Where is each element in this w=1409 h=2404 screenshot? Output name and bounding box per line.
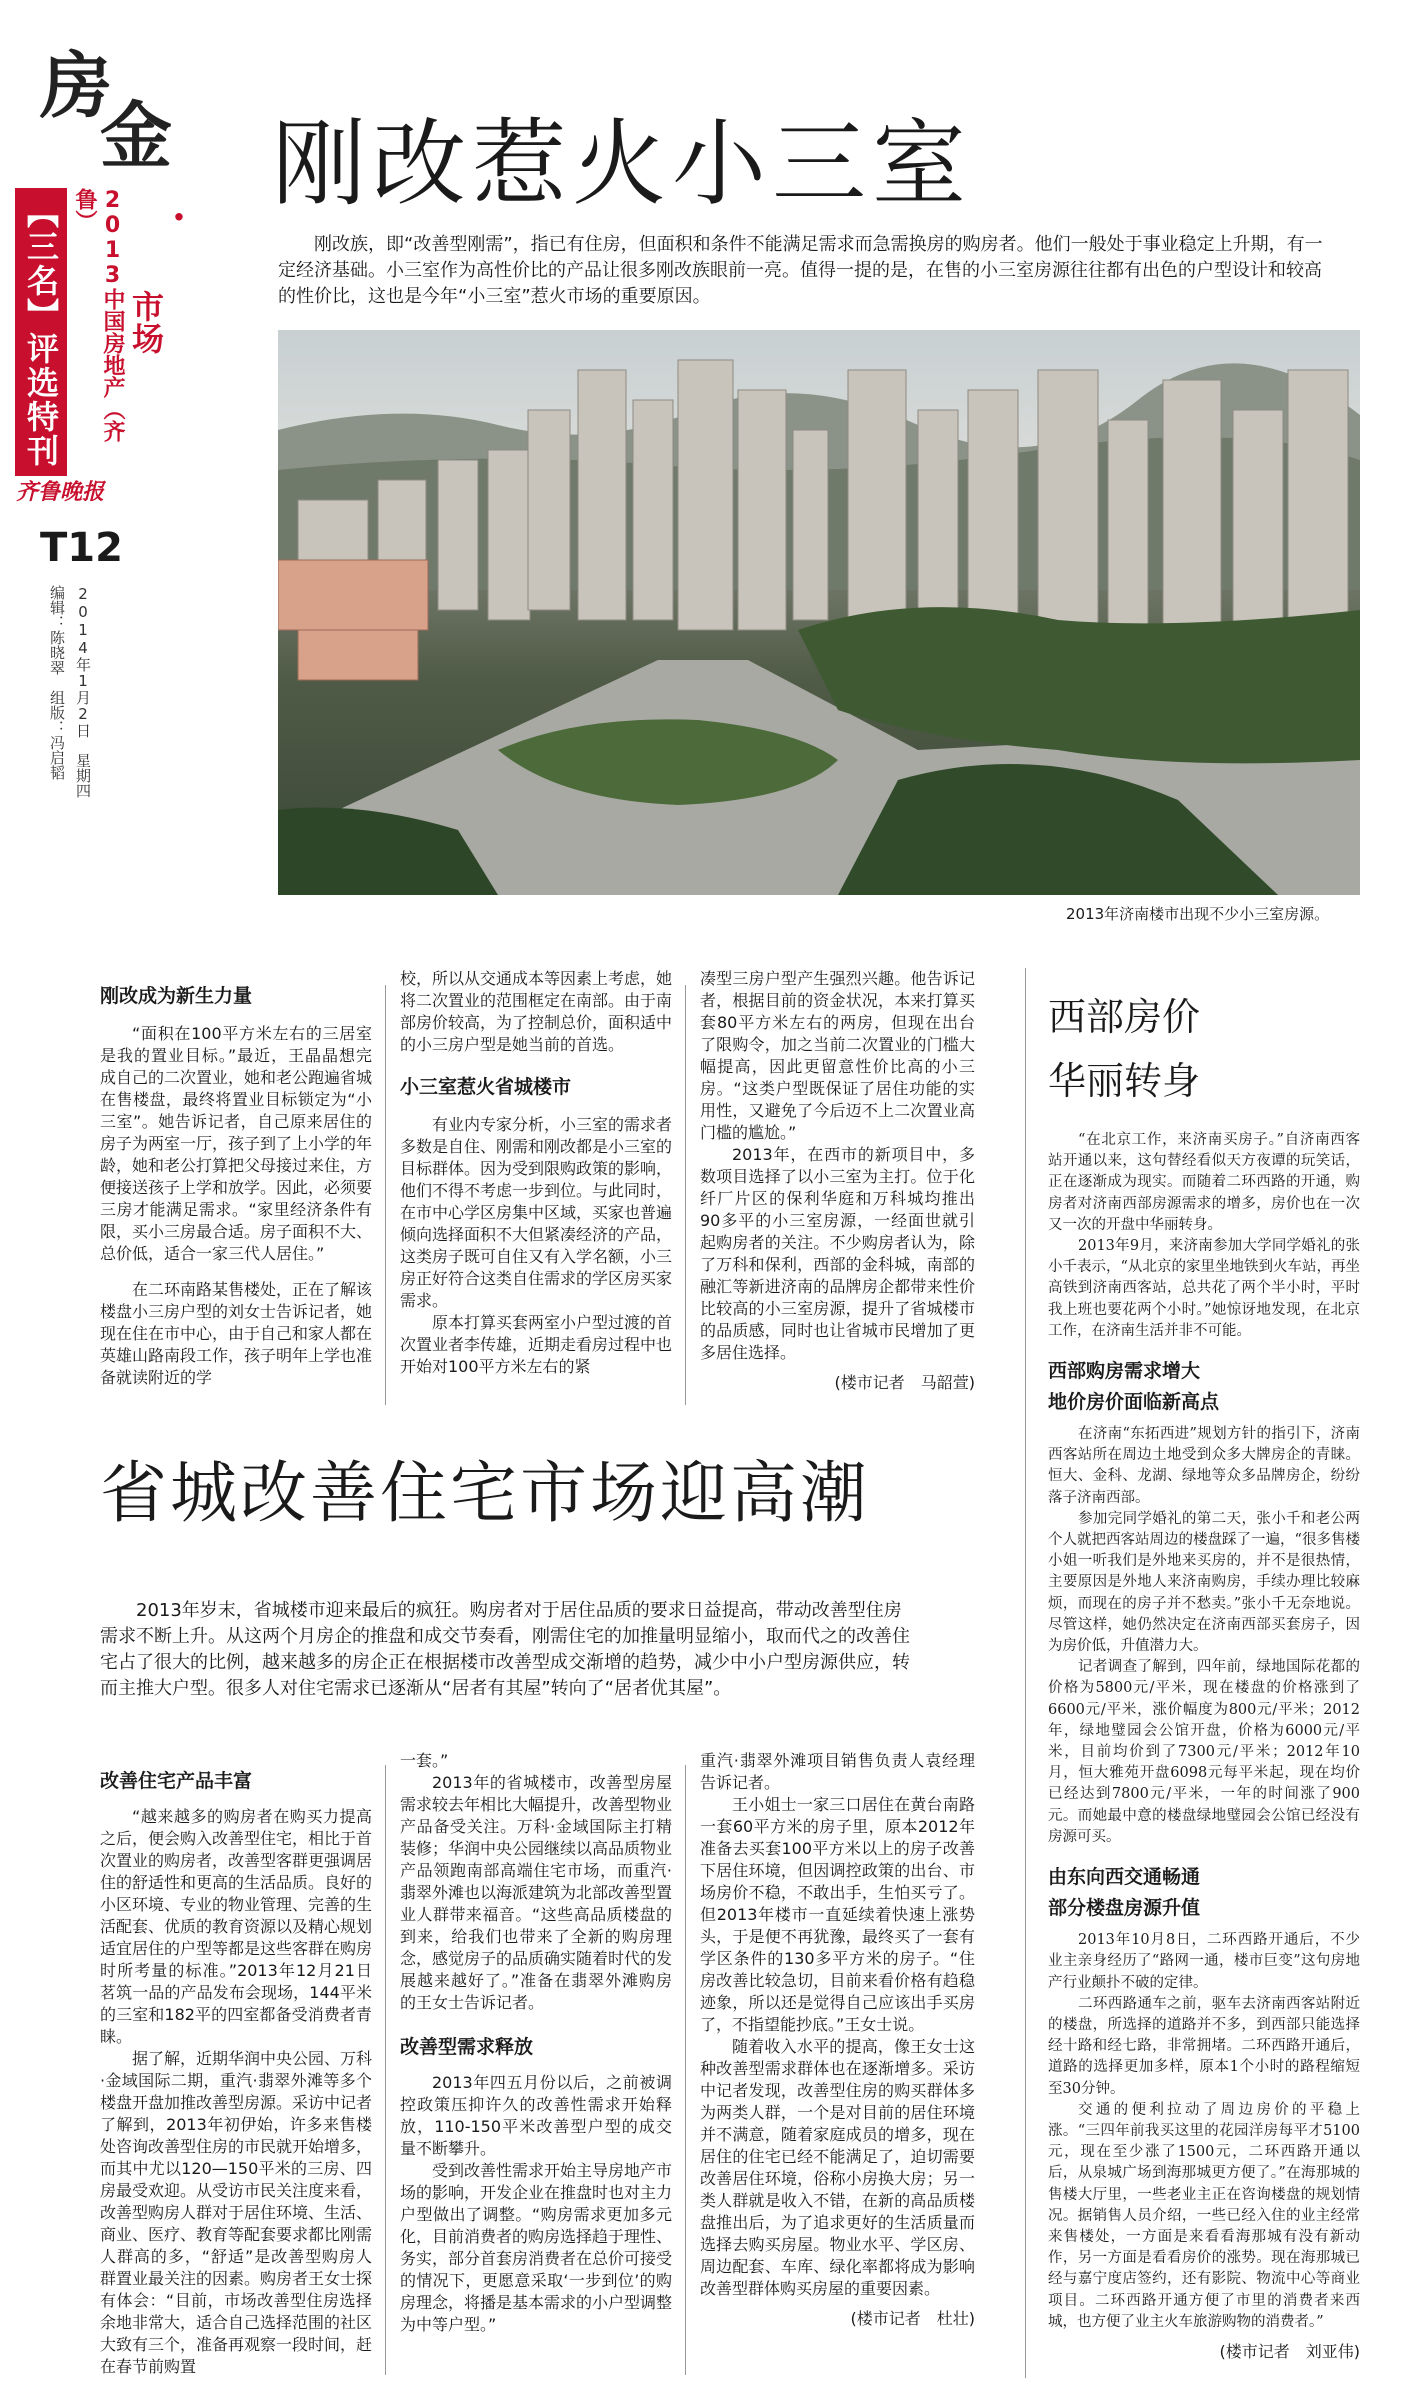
article1-paragraph: 凑型三房户型产生强烈兴趣。他告诉记者，根据目前的资金状况，本来打算买套80平方米左右的两房，但现在出台了限购令，加之当前二次置业的门槛大幅提高，因此更留意性价比高的小三房。“这类户型既保证了居住功能的实用性，又避免了今后迈不上二次置业高门槛的尴尬。” xyxy=(700,969,975,1142)
article1-paragraph: 2013年，在西市的新项目中，多数项目选择了以小三室为主打。位于化纤厂片区的保利华庭和万科城均推出90多平的小三室房源，一经面世就引起购房者的关注。不少购房者认为，除了万科和保利，西部的金科城，南部的融汇等新进济南的品牌房企都带来性价比较高的小三室房源，提升了省城楼市的品质感，同时也让省城市民增加了更多居住选择。 xyxy=(700,1145,975,1362)
article3-paragraph: 二环西路通车之前，驱车去济南西客站附近的楼盘，所选择的道路并不多，到西部只能选择经十路和经七路，非常拥堵。二环西路开通后，道路的选择更加多样，原本1个小时的路程缩短至30分钟。 xyxy=(1048,1995,1360,2097)
column-rule xyxy=(685,1765,686,2375)
article2-paragraph: 受到改善性需求开始主导房地产市场的影响，开发企业在推盘时也对主力户型做出了调整。“购房需求更加多元化，目前消费者的购房选择趋于理性、务实，部分首套房消费者在总价可接受的情况下，更愿意采取‘一步到位’的购房理念，将播是基本需求的小户型调整为中等户型。” xyxy=(400,2161,673,2334)
article3-paragraph: 交通的便利拉动了周边房价的平稳上涨。“三四年前我买这里的花园洋房每平才5100元，现在至少涨了1500元，二环西路开通以后，从泉城广场到海那城更方便了。”在海那城的售楼大厅里，一些老业主正在咨询楼盘的规划情况。据销售人员介绍，一些已经入住的业主经常来售楼处，一方面是来看看海那城有没有新动作，另一方面是看看房价的涨势。现在海那城已经与嘉宁度店签约，还有影院、物流中心等商业项目。二环西路开通方便了市里的消费者来西城，也方便了业主火车旅游购物的消费者。” xyxy=(1048,2101,1360,2330)
calligraphy-glyph-2: 金 xyxy=(100,93,173,178)
article3-headline-line-2: 华丽转身 xyxy=(1048,1059,1201,1103)
article1-paragraph: “面积在100平方米左右的三居室是我的置业目标。”最近，王晶晶想完成自己的二次置业，她和老公跑遍省城在售楼盘，最终将置业目标锁定为“小三室”。她告诉记者，自己原来居住的房子为两室一厅，孩子到了上小学的年龄，她和老公打算把父母接过来住，方便接送孩子上学和放学。因此，必须要三房才能满足需求。“家里经济条件有限，买小三房最合适。房子面积不大、总价低，适合一家三代人居住。” xyxy=(100,1024,373,1263)
calligraphy-dot: · xyxy=(172,194,186,241)
article1-subhead-2: 小三室惹火省城楼市 xyxy=(400,1076,572,1098)
article1-headline: 刚改惹火小三室 xyxy=(272,110,973,219)
issue-date: 2014年1月2日 星期四 xyxy=(74,585,92,798)
article2-paragraph: 重汽·翡翠外滩项目销售负责人袁经理告诉记者。 xyxy=(700,1751,975,1792)
article1-column-1 xyxy=(100,985,372,1389)
article2-column-3 xyxy=(700,1750,975,2330)
article3-headline xyxy=(1048,985,1200,1113)
article1-subhead-1: 刚改成为新生力量 xyxy=(100,985,253,1007)
article3-byline: (楼市记者 刘亚伟) xyxy=(1219,2341,1360,2361)
column-rule xyxy=(685,985,686,1405)
article3-subhead-1 xyxy=(1048,1356,1360,1418)
article2-paragraph: 据了解，近期华润中央公园、万科·金域国际二期，重汽·翡翠外滩等多个楼盘开盘加推改善型房源。采访中记者了解到，2013年初伊始，许多来售楼处咨询改善型住房的市民就开始增多，而其中尤以120—150平米的三房、四房最受欢迎。从受访市民关注度来看，改善型购房人群对于居住环境、生活、商业、医疗、教育等配套要求都比刚需人群高的多，“舒适”是改善型购房人群置业最关注的因素。购房者王女士探有体会：“目前，市场改善型住房选择余地非常大，适合自己选择范围的社区大致有三个，准备再观察一段时间，赶在春节前购置 xyxy=(100,2049,373,2376)
award-subtitle-text: 2013中国房地产（齐鲁） xyxy=(72,188,125,442)
article3-subhead-2-line-2: 部分楼盘房源升值 xyxy=(1048,1897,1201,1920)
photo-caption: 2013年济南楼市出现不少小三室房源。 xyxy=(1066,905,1330,923)
article2-paragraph: “越来越多的购房者在购买力提高之后，便会购入改善型住宅，相比于首次置业的购房者，改善型客群更强调居住的舒适性和更高的生活品质。良好的小区环境、专业的物业管理、完善的生活配套、优质的教育资源以及精心规划适宜居住的户型等都是这些客群在购房时所考量的标准。”2013年12月21日茗筑一品的产品发布会现场，144平米的三室和182平的四室都备受消费者青睐。 xyxy=(100,1807,373,2046)
article2-byline: (楼市记者 杜壮) xyxy=(850,2309,975,2328)
article3-subhead-1-line-1: 西部购房需求增大 xyxy=(1048,1360,1201,1383)
article3-body xyxy=(1048,1130,1360,2362)
article2-paragraph: 2013年四五月份以后，之前被调控政策压抑许久的改善性需求开始释放，110-150平米改善型户型的成交量不断攀升。 xyxy=(400,2073,672,2158)
section-market-text: 市场 xyxy=(127,290,165,354)
city-residential-photo xyxy=(278,330,1360,895)
article3-paragraph: 2013年10月8日，二环西路开通后，不少业主亲身经历了“路网一通，楼市巨变”这句房地产行业颠扑不破的定律。 xyxy=(1048,1932,1360,1991)
article1-lead: 刚改族，即“改善型刚需”，指已有住房，但面积和条件不能满足需求而急需换房的购房者。他们一般处于事业稳定上升期，有一定经济基础。小三室作为高性价比的产品让很多刚改族眼前一亮。值得一提的是，在售的小三室房源往往都有出色的户型设计和较高的性价比，这也是今年“小三室”惹火市场的重要原因。 xyxy=(278,234,1323,307)
section-rule xyxy=(1025,968,1026,2378)
article1-column-3 xyxy=(700,968,975,1394)
section-market xyxy=(128,290,164,400)
article3-paragraph: 参加完同学婚礼的第二天，张小千和老公两个人就把西客站周边的楼盘踩了一遍，“很多售楼小姐一听我们是外地来买房的，并不是很热情，主要原因是外地人来济南购房，手续办理比较麻烦，而现在的房子并不愁卖。”张小千无奈地说。尽管这样，她仍然决定在济南西部买套房子，因为房价低，升值潜力大。 xyxy=(1048,1510,1360,1655)
article2-paragraph: 随着收入水平的提高，像王女士这种改善型需求群体也在逐渐增多。采访中记者发现，改善型住房的购买群体多为两类人群，一个是对目前的居住环境并不满意，随着家庭成员的增多，现在居住的住宅已经不能满足了，迫切需要改善居住环境，俗称小房换大房；另一类人群就是收入不错，在新的高品质楼盘推出后，为了追求更好的生活质量而选择去购买房屋。物业水平、学区房、周边配套、车库、绿化率都将成为影响改善型群体购买房屋的重要因素。 xyxy=(700,2037,975,2298)
column-rule xyxy=(385,1765,386,2375)
article2-column-2 xyxy=(400,1750,672,2336)
article1-paragraph: 原本打算买套两室小户型过渡的首次置业者李传雄，近期走看房过程中也开始对100平方米左右的紧 xyxy=(400,1313,673,1376)
article2-column-1 xyxy=(100,1770,372,2378)
article2-paragraph: 王小姐士一家三口居住在黄台南路一套60平方米的房子里，原本2012年准备去买套100平方米以上的房子改善下居住环境，但因调控政策的出台、市场房价不稳，不敢出手，生怕买亏了。但2013年楼市一直延续着快速上涨势头，于是便不再犹豫，最终买了一套有学区条件的130多平方米的房子。“住房改善比较急切，目前来看价格有趋稳迹象，所以还是觉得自己应该出手买房了，不指望能抄底。”王女士说。 xyxy=(700,1795,975,2034)
article1-paragraph: 在二环南路某售楼处，正在了解该楼盘小三房户型的刘女士告诉记者，她现在住在市中心，由于自己和家人都在英雄山路南段工作，孩子明年上学也准备就读附近的学 xyxy=(100,1280,373,1387)
article3-subhead-2-line-1: 由东向西交通畅通 xyxy=(1048,1866,1201,1889)
column-rule xyxy=(385,985,386,1405)
article1-column-2 xyxy=(400,968,672,1378)
article3-subhead-1-line-2: 地价房价面临新高点 xyxy=(1048,1391,1220,1414)
article2-subhead-2: 改善型需求释放 xyxy=(400,2036,534,2058)
article2-lead: 2013年岁末，省城楼市迎来最后的疯狂。购房者对于居住品质的要求日益提高，带动改善型住房需求不断上升。从这两个月房企的推盘和成交节奏看，刚需住宅的加推量明显缩小，取而代之的改善住宅占了很大的比例，越来越多的房企正在根据楼市改善型成交渐增的趋势，减少中小户型房源供应，转而主推大户型。很多人对住宅需求已逐渐从“居者有其屋”转向了“居者优其屋”。 xyxy=(100,1600,910,1699)
award-subtitle xyxy=(70,188,125,468)
article3-subhead-2 xyxy=(1048,1862,1360,1924)
article1-byline: (楼市记者 马韶萱) xyxy=(834,1373,975,1392)
article3-paragraph: 记者调查了解到，四年前，绿地国际花都的价格为5800元/平米，现在楼盘的价格涨到了6600元/平米，涨价幅度为800元/平米；2012年，绿地璧园会公馆开盘，价格为6000元/平米，目前均价到了7300元/平米；2012年10月，恒大雅苑开盘6098元每平米起，现在均价已经达到7800元/平米，一年的时间涨了900元。而她最中意的楼盘绿地璧园会公馆已经没有房源可买。 xyxy=(1048,1659,1360,1845)
article2-paragraph: 一套。” xyxy=(400,1751,449,1770)
article2-subhead-1: 改善住宅产品丰富 xyxy=(100,1770,253,1792)
article1-paragraph: 有业内专家分析，小三室的需求者多数是自住、刚需和刚改都是小三室的目标群体。因为受到限购政策的影响，他们不得不考虑一步到位。与此同时，在市中心学区房集中区域，买家也普遍倾向选择面积不大但紧凑经济的产品，这类房子既可自住又有入学名额，小三房正好符合这类自住需求的学区房买家需求。 xyxy=(400,1115,673,1310)
article3-paragraph: “在北京工作，来济南买房子。”自济南西客站开通以来，这句替经看似天方夜谭的玩笑话，正在逐渐成为现实。而随着二环西路的开通，购房者对济南西部房源需求的增多，房价也在一次又一次的开盘中华丽转身。 xyxy=(1048,1132,1360,1233)
article3-paragraph: 2013年9月，来济南参加大学同学婚礼的张小千表示，“从北京的家里坐地铁到火车站，再坐高铁到济南西客站，总共花了两个半小时，平时我上班也要花两个小时。”她惊讶地发现，在北京工作，在济南生活并非不可能。 xyxy=(1048,1238,1360,1339)
article2-headline: 省城改善住宅市场迎高潮 xyxy=(100,1454,870,1532)
special-issue-text: 【三名】评选特刊 xyxy=(22,196,60,468)
article3-headline-line-1: 西部房价 xyxy=(1048,995,1201,1039)
article3-paragraph: 在济南“东拓西进”规划方针的指引下，济南西客站所在周边土地受到众多大牌房企的青睐。恒大、金科、龙湖、绿地等众多品牌房企，纷纷落子济南西部。 xyxy=(1048,1426,1360,1506)
photo-illustration xyxy=(278,330,1360,895)
newspaper-logo: 齐鲁晚报 xyxy=(16,479,105,505)
calligraphy-glyph-1: 房 xyxy=(40,43,113,128)
special-issue-banner xyxy=(15,188,67,476)
article1-paragraph: 校，所以从交通成本等因素上考虑，她将二次置业的范围框定在南部。由于南部房价较高，为了控制总价，面积适中的小三房户型是她当前的首选。 xyxy=(400,969,673,1054)
article2-paragraph: 2013年的省城楼市，改善型房屋需求较去年相比大幅提升，改善型物业产品备受关注。万科·金域国际主打精装修；华润中央公园继续以高品质物业产品领跑南部高端住宅市场，而重汽·翡翠外滩也以海派建筑为北部改善型置业人群带来福音。“这些高品质楼盘的到来，给我们也带来了全新的购房理念，感觉房子的品质确实随着时代的发展越来越好了。”准备在翡翠外滩购房的王女士告诉记者。 xyxy=(400,1773,673,2012)
editor-credit: 编辑：陈晓翠 组版：冯启韬 xyxy=(48,585,66,780)
page-number: T12 xyxy=(40,525,123,571)
